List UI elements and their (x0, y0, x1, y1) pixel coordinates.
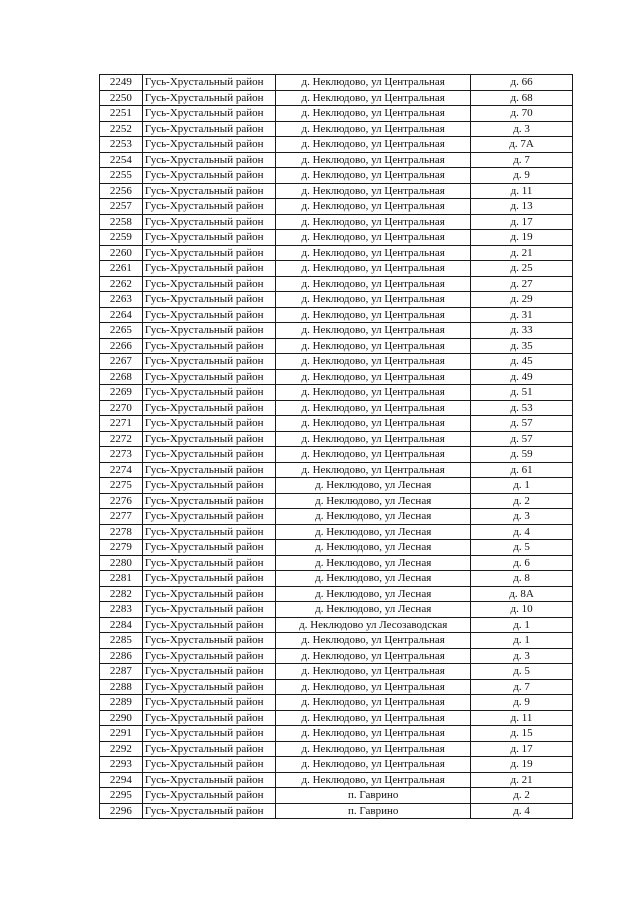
district-cell: Гусь-Хрустальный район (142, 261, 276, 277)
row-number-cell: 2287 (100, 664, 143, 680)
house-cell: д. 3 (471, 648, 573, 664)
district-cell: Гусь-Хрустальный район (142, 214, 276, 230)
district-cell: Гусь-Хрустальный район (142, 338, 276, 354)
row-number-cell: 2295 (100, 788, 143, 804)
house-cell: д. 3 (471, 509, 573, 525)
house-cell: д. 1 (471, 633, 573, 649)
row-number-cell: 2269 (100, 385, 143, 401)
row-number-cell: 2280 (100, 555, 143, 571)
house-cell: д. 8 (471, 571, 573, 587)
house-cell: д. 68 (471, 90, 573, 106)
table-row (100, 245, 573, 261)
house-cell: д. 4 (471, 803, 573, 819)
table-row (100, 106, 573, 122)
house-cell: д. 27 (471, 276, 573, 292)
district-cell: Гусь-Хрустальный район (142, 307, 276, 323)
house-cell: д. 15 (471, 726, 573, 742)
district-cell: Гусь-Хрустальный район (142, 726, 276, 742)
table-row (100, 772, 573, 788)
house-cell: д. 8А (471, 586, 573, 602)
district-cell: Гусь-Хрустальный район (142, 602, 276, 618)
house-cell: д. 57 (471, 416, 573, 432)
row-number-cell: 2259 (100, 230, 143, 246)
district-cell: Гусь-Хрустальный район (142, 462, 276, 478)
street-cell: д. Неклюдово, ул Центральная (276, 416, 471, 432)
district-cell: Гусь-Хрустальный район (142, 741, 276, 757)
street-cell: д. Неклюдово, ул Центральная (276, 261, 471, 277)
row-number-cell: 2281 (100, 571, 143, 587)
house-cell: д. 11 (471, 710, 573, 726)
address-table (99, 74, 573, 819)
table-row (100, 648, 573, 664)
district-cell: Гусь-Хрустальный район (142, 540, 276, 556)
district-cell: Гусь-Хрустальный район (142, 679, 276, 695)
house-cell: д. 7 (471, 152, 573, 168)
street-cell: д. Неклюдово, ул Центральная (276, 106, 471, 122)
street-cell: д. Неклюдово, ул Лесная (276, 478, 471, 494)
table-row (100, 757, 573, 773)
street-cell: д. Неклюдово ул Лесозаводская (276, 617, 471, 633)
district-cell: Гусь-Хрустальный район (142, 478, 276, 494)
district-cell: Гусь-Хрустальный район (142, 183, 276, 199)
table-row (100, 462, 573, 478)
street-cell: д. Неклюдово, ул Центральная (276, 633, 471, 649)
table-row (100, 617, 573, 633)
house-cell: д. 5 (471, 664, 573, 680)
table-row (100, 416, 573, 432)
street-cell: д. Неклюдово, ул Центральная (276, 741, 471, 757)
district-cell: Гусь-Хрустальный район (142, 292, 276, 308)
street-cell: п. Гаврино (276, 788, 471, 804)
house-cell: д. 2 (471, 788, 573, 804)
district-cell: Гусь-Хрустальный район (142, 447, 276, 463)
row-number-cell: 2284 (100, 617, 143, 633)
house-cell: д. 6 (471, 555, 573, 571)
row-number-cell: 2260 (100, 245, 143, 261)
table-row (100, 509, 573, 525)
house-cell: д. 25 (471, 261, 573, 277)
street-cell: д. Неклюдово, ул Центральная (276, 199, 471, 215)
house-cell: д. 3 (471, 121, 573, 137)
table-row (100, 323, 573, 339)
row-number-cell: 2288 (100, 679, 143, 695)
street-cell: д. Неклюдово, ул Центральная (276, 695, 471, 711)
address-table-body (100, 75, 573, 819)
row-number-cell: 2270 (100, 400, 143, 416)
street-cell: д. Неклюдово, ул Центральная (276, 648, 471, 664)
street-cell: д. Неклюдово, ул Центральная (276, 214, 471, 230)
district-cell: Гусь-Хрустальный район (142, 617, 276, 633)
row-number-cell: 2256 (100, 183, 143, 199)
row-number-cell: 2276 (100, 493, 143, 509)
house-cell: д. 57 (471, 431, 573, 447)
street-cell: д. Неклюдово, ул Центральная (276, 710, 471, 726)
row-number-cell: 2292 (100, 741, 143, 757)
district-cell: Гусь-Хрустальный район (142, 648, 276, 664)
table-row (100, 633, 573, 649)
house-cell: д. 21 (471, 772, 573, 788)
house-cell: д. 29 (471, 292, 573, 308)
street-cell: д. Неклюдово, ул Центральная (276, 679, 471, 695)
district-cell: Гусь-Хрустальный район (142, 106, 276, 122)
house-cell: д. 66 (471, 75, 573, 91)
row-number-cell: 2254 (100, 152, 143, 168)
row-number-cell: 2252 (100, 121, 143, 137)
district-cell: Гусь-Хрустальный район (142, 199, 276, 215)
row-number-cell: 2264 (100, 307, 143, 323)
table-row (100, 478, 573, 494)
house-cell: д. 5 (471, 540, 573, 556)
row-number-cell: 2253 (100, 137, 143, 153)
table-row (100, 555, 573, 571)
house-cell: д. 17 (471, 741, 573, 757)
table-row (100, 214, 573, 230)
house-cell: д. 53 (471, 400, 573, 416)
table-row (100, 75, 573, 91)
street-cell: д. Неклюдово, ул Лесная (276, 540, 471, 556)
row-number-cell: 2261 (100, 261, 143, 277)
district-cell: Гусь-Хрустальный район (142, 509, 276, 525)
house-cell: д. 21 (471, 245, 573, 261)
district-cell: Гусь-Хрустальный район (142, 168, 276, 184)
row-number-cell: 2258 (100, 214, 143, 230)
street-cell: д. Неклюдово, ул Центральная (276, 245, 471, 261)
street-cell: д. Неклюдово, ул Центральная (276, 230, 471, 246)
street-cell: д. Неклюдово, ул Центральная (276, 664, 471, 680)
row-number-cell: 2265 (100, 323, 143, 339)
district-cell: Гусь-Хрустальный район (142, 245, 276, 261)
row-number-cell: 2251 (100, 106, 143, 122)
district-cell: Гусь-Хрустальный район (142, 323, 276, 339)
row-number-cell: 2293 (100, 757, 143, 773)
table-row (100, 586, 573, 602)
district-cell: Гусь-Хрустальный район (142, 276, 276, 292)
street-cell: д. Неклюдово, ул Центральная (276, 75, 471, 91)
house-cell: д. 59 (471, 447, 573, 463)
street-cell: д. Неклюдово, ул Центральная (276, 772, 471, 788)
street-cell: д. Неклюдово, ул Центральная (276, 276, 471, 292)
table-row (100, 137, 573, 153)
house-cell: д. 61 (471, 462, 573, 478)
row-number-cell: 2279 (100, 540, 143, 556)
house-cell: д. 13 (471, 199, 573, 215)
district-cell: Гусь-Хрустальный район (142, 803, 276, 819)
table-row (100, 741, 573, 757)
table-row (100, 571, 573, 587)
district-cell: Гусь-Хрустальный район (142, 493, 276, 509)
street-cell: д. Неклюдово, ул Центральная (276, 462, 471, 478)
table-row (100, 183, 573, 199)
row-number-cell: 2271 (100, 416, 143, 432)
house-cell: д. 7А (471, 137, 573, 153)
district-cell: Гусь-Хрустальный район (142, 369, 276, 385)
table-row (100, 803, 573, 819)
house-cell: д. 9 (471, 695, 573, 711)
table-row (100, 369, 573, 385)
row-number-cell: 2282 (100, 586, 143, 602)
street-cell: д. Неклюдово, ул Лесная (276, 571, 471, 587)
house-cell: д. 9 (471, 168, 573, 184)
street-cell: д. Неклюдово, ул Центральная (276, 168, 471, 184)
house-cell: д. 45 (471, 354, 573, 370)
house-cell: д. 35 (471, 338, 573, 354)
street-cell: д. Неклюдово, ул Лесная (276, 602, 471, 618)
table-row (100, 664, 573, 680)
row-number-cell: 2285 (100, 633, 143, 649)
table-row (100, 431, 573, 447)
street-cell: д. Неклюдово, ул Лесная (276, 493, 471, 509)
district-cell: Гусь-Хрустальный район (142, 524, 276, 540)
house-cell: д. 19 (471, 230, 573, 246)
table-row (100, 400, 573, 416)
street-cell: д. Неклюдово, ул Центральная (276, 447, 471, 463)
street-cell: д. Неклюдово, ул Центральная (276, 369, 471, 385)
table-row (100, 338, 573, 354)
table-row (100, 385, 573, 401)
district-cell: Гусь-Хрустальный район (142, 400, 276, 416)
street-cell: д. Неклюдово, ул Центральная (276, 726, 471, 742)
row-number-cell: 2291 (100, 726, 143, 742)
street-cell: д. Неклюдово, ул Центральная (276, 121, 471, 137)
district-cell: Гусь-Хрустальный район (142, 633, 276, 649)
row-number-cell: 2283 (100, 602, 143, 618)
street-cell: д. Неклюдово, ул Центральная (276, 385, 471, 401)
street-cell: д. Неклюдово, ул Центральная (276, 431, 471, 447)
house-cell: д. 19 (471, 757, 573, 773)
district-cell: Гусь-Хрустальный район (142, 571, 276, 587)
street-cell: д. Неклюдово, ул Центральная (276, 307, 471, 323)
row-number-cell: 2278 (100, 524, 143, 540)
row-number-cell: 2267 (100, 354, 143, 370)
district-cell: Гусь-Хрустальный район (142, 555, 276, 571)
house-cell: д. 1 (471, 617, 573, 633)
district-cell: Гусь-Хрустальный район (142, 90, 276, 106)
table-row (100, 726, 573, 742)
street-cell: д. Неклюдово, ул Лесная (276, 509, 471, 525)
row-number-cell: 2275 (100, 478, 143, 494)
table-row (100, 695, 573, 711)
row-number-cell: 2289 (100, 695, 143, 711)
row-number-cell: 2257 (100, 199, 143, 215)
house-cell: д. 49 (471, 369, 573, 385)
street-cell: д. Неклюдово, ул Центральная (276, 354, 471, 370)
street-cell: п. Гаврино (276, 803, 471, 819)
row-number-cell: 2286 (100, 648, 143, 664)
house-cell: д. 17 (471, 214, 573, 230)
row-number-cell: 2272 (100, 431, 143, 447)
table-row (100, 602, 573, 618)
table-row (100, 276, 573, 292)
district-cell: Гусь-Хрустальный район (142, 772, 276, 788)
street-cell: д. Неклюдово, ул Центральная (276, 183, 471, 199)
district-cell: Гусь-Хрустальный район (142, 416, 276, 432)
house-cell: д. 51 (471, 385, 573, 401)
row-number-cell: 2273 (100, 447, 143, 463)
district-cell: Гусь-Хрустальный район (142, 152, 276, 168)
house-cell: д. 7 (471, 679, 573, 695)
table-row (100, 493, 573, 509)
table-row (100, 540, 573, 556)
district-cell: Гусь-Хрустальный район (142, 137, 276, 153)
house-cell: д. 31 (471, 307, 573, 323)
street-cell: д. Неклюдово, ул Лесная (276, 555, 471, 571)
table-row (100, 447, 573, 463)
row-number-cell: 2296 (100, 803, 143, 819)
row-number-cell: 2249 (100, 75, 143, 91)
table-row (100, 292, 573, 308)
street-cell: д. Неклюдово, ул Центральная (276, 90, 471, 106)
district-cell: Гусь-Хрустальный район (142, 664, 276, 680)
table-row (100, 524, 573, 540)
district-cell: Гусь-Хрустальный район (142, 788, 276, 804)
table-row (100, 230, 573, 246)
district-cell: Гусь-Хрустальный район (142, 757, 276, 773)
row-number-cell: 2266 (100, 338, 143, 354)
street-cell: д. Неклюдово, ул Центральная (276, 137, 471, 153)
street-cell: д. Неклюдово, ул Центральная (276, 757, 471, 773)
district-cell: Гусь-Хрустальный район (142, 230, 276, 246)
house-cell: д. 70 (471, 106, 573, 122)
row-number-cell: 2268 (100, 369, 143, 385)
district-cell: Гусь-Хрустальный район (142, 431, 276, 447)
street-cell: д. Неклюдово, ул Центральная (276, 292, 471, 308)
house-cell: д. 1 (471, 478, 573, 494)
table-row (100, 710, 573, 726)
district-cell: Гусь-Хрустальный район (142, 354, 276, 370)
table-row (100, 354, 573, 370)
district-cell: Гусь-Хрустальный район (142, 695, 276, 711)
row-number-cell: 2277 (100, 509, 143, 525)
row-number-cell: 2263 (100, 292, 143, 308)
table-row (100, 168, 573, 184)
row-number-cell: 2262 (100, 276, 143, 292)
table-row (100, 90, 573, 106)
house-cell: д. 11 (471, 183, 573, 199)
district-cell: Гусь-Хрустальный район (142, 385, 276, 401)
row-number-cell: 2294 (100, 772, 143, 788)
table-row (100, 199, 573, 215)
row-number-cell: 2255 (100, 168, 143, 184)
street-cell: д. Неклюдово, ул Лесная (276, 524, 471, 540)
house-cell: д. 33 (471, 323, 573, 339)
table-row (100, 152, 573, 168)
table-row (100, 307, 573, 323)
table-row (100, 261, 573, 277)
house-cell: д. 2 (471, 493, 573, 509)
district-cell: Гусь-Хрустальный район (142, 121, 276, 137)
street-cell: д. Неклюдово, ул Лесная (276, 586, 471, 602)
row-number-cell: 2274 (100, 462, 143, 478)
row-number-cell: 2250 (100, 90, 143, 106)
table-row (100, 121, 573, 137)
street-cell: д. Неклюдово, ул Центральная (276, 323, 471, 339)
district-cell: Гусь-Хрустальный район (142, 586, 276, 602)
house-cell: д. 4 (471, 524, 573, 540)
row-number-cell: 2290 (100, 710, 143, 726)
district-cell: Гусь-Хрустальный район (142, 710, 276, 726)
street-cell: д. Неклюдово, ул Центральная (276, 152, 471, 168)
district-cell: Гусь-Хрустальный район (142, 75, 276, 91)
street-cell: д. Неклюдово, ул Центральная (276, 338, 471, 354)
street-cell: д. Неклюдово, ул Центральная (276, 400, 471, 416)
table-row (100, 788, 573, 804)
table-row (100, 679, 573, 695)
house-cell: д. 10 (471, 602, 573, 618)
